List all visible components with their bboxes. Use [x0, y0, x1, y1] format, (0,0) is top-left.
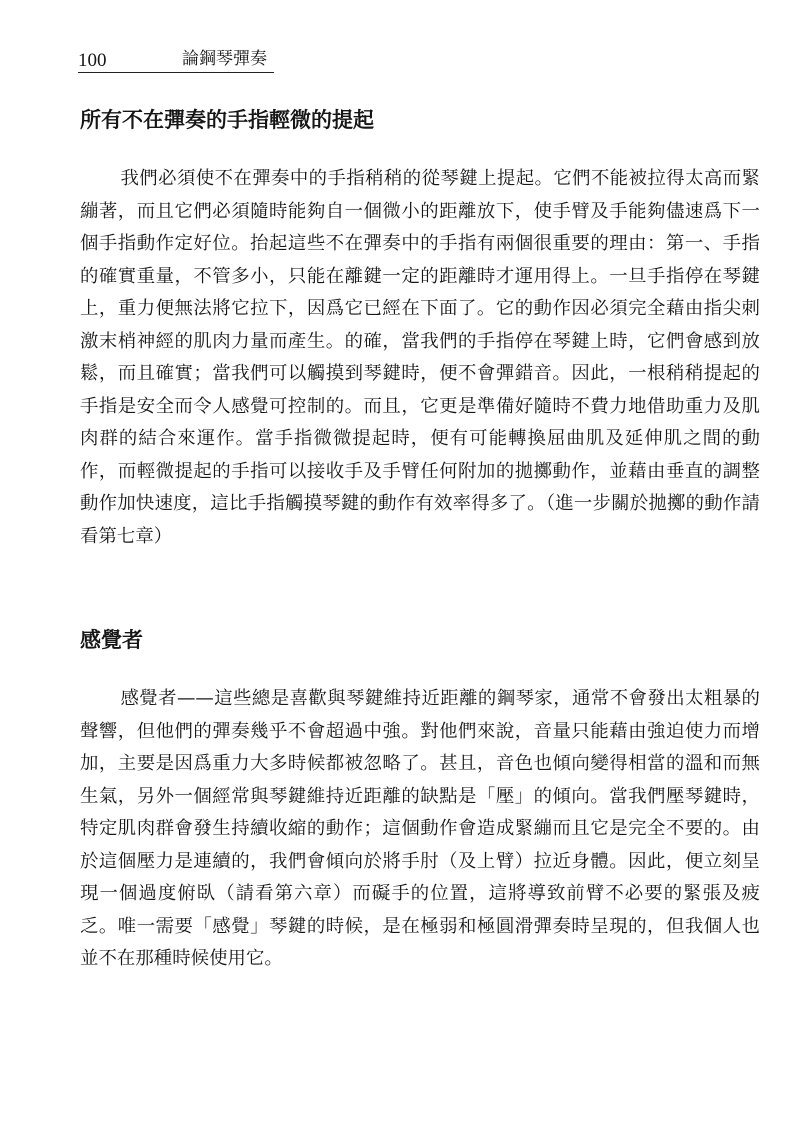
page-number: 100: [78, 50, 107, 71]
section-heading-feelers: 感覺者: [80, 627, 143, 652]
running-header: [78, 46, 278, 74]
section-heading-finger-lift: 所有不在彈奏的手指輕微的提起: [80, 107, 374, 132]
section-paragraph-finger-lift: 我們必須使不在彈奏中的手指稍稍的從琴鍵上提起。它們不能被拉得太高而緊繃著，而且它們必須隨時能夠自一個微小的距離放下，使手臂及手能夠儘速爲下一個手指動作定好位。抬起這些不在彈奏中的手指有兩個很重要的理由：第一、手指的確實重量，不管多小，只能在離鍵一定的距離時才運用得上。一旦手指停在琴鍵上，重力便無法將它拉下，因爲它已經在下面了。它的動作因必須完全藉由指尖刺激末梢神經的肌肉力量而產生。的確，當我們的手指停在琴鍵上時，它們會感到放鬆，而且確實；當我們可以觸摸到琴鍵時，便不會彈錯音。因此，一根稍稍提起的手指是安全而令人感覺可控制的。而且，它更是準備好隨時不費力地借助重力及肌肉群的結合來運作。當手指微微提起時，便有可能轉換屈曲肌及延伸肌之間的動作，而輕微提起的手指可以接收手及手臂任何附加的拋擲動作，並藉由垂直的調整動作加快速度，這比手指觸摸琴鍵的動作有效率得多了。（進一步關於拋擲的動作請看第七章）: [80, 168, 760, 547]
section-paragraph-feelers: 感覺者——這些總是喜歡與琴鍵維持近距離的鋼琴家，通常不會發出太粗暴的聲響，但他們的彈奏幾乎不會超過中強。對他們來說，音量只能藉由強迫使力而增加，主要是因爲重力大多時候都被忽略了。甚且，音色也傾向變得相當的溫和而無生氣，另外一個經常與琴鍵維持近距離的缺點是「壓」的傾向。當我們壓琴鍵時，特定肌肉群會發生持續收縮的動作；這個動作會造成緊繃而且它是完全不要的。由於這個壓力是連續的，我們會傾向於將手肘（及上臂）拉近身體。因此，便立刻呈現一個過度俯臥（請看第六章）而礙手的位置，這將導致前臂不必要的緊張及疲乏。唯一需要「感覺」琴鍵的時候，是在極弱和極圓滑彈奏時呈現的，但我個人也並不在那種時候使用它。: [80, 688, 760, 969]
book-title: 論鋼琴彈奏: [182, 49, 267, 69]
header-rule: [78, 72, 274, 73]
